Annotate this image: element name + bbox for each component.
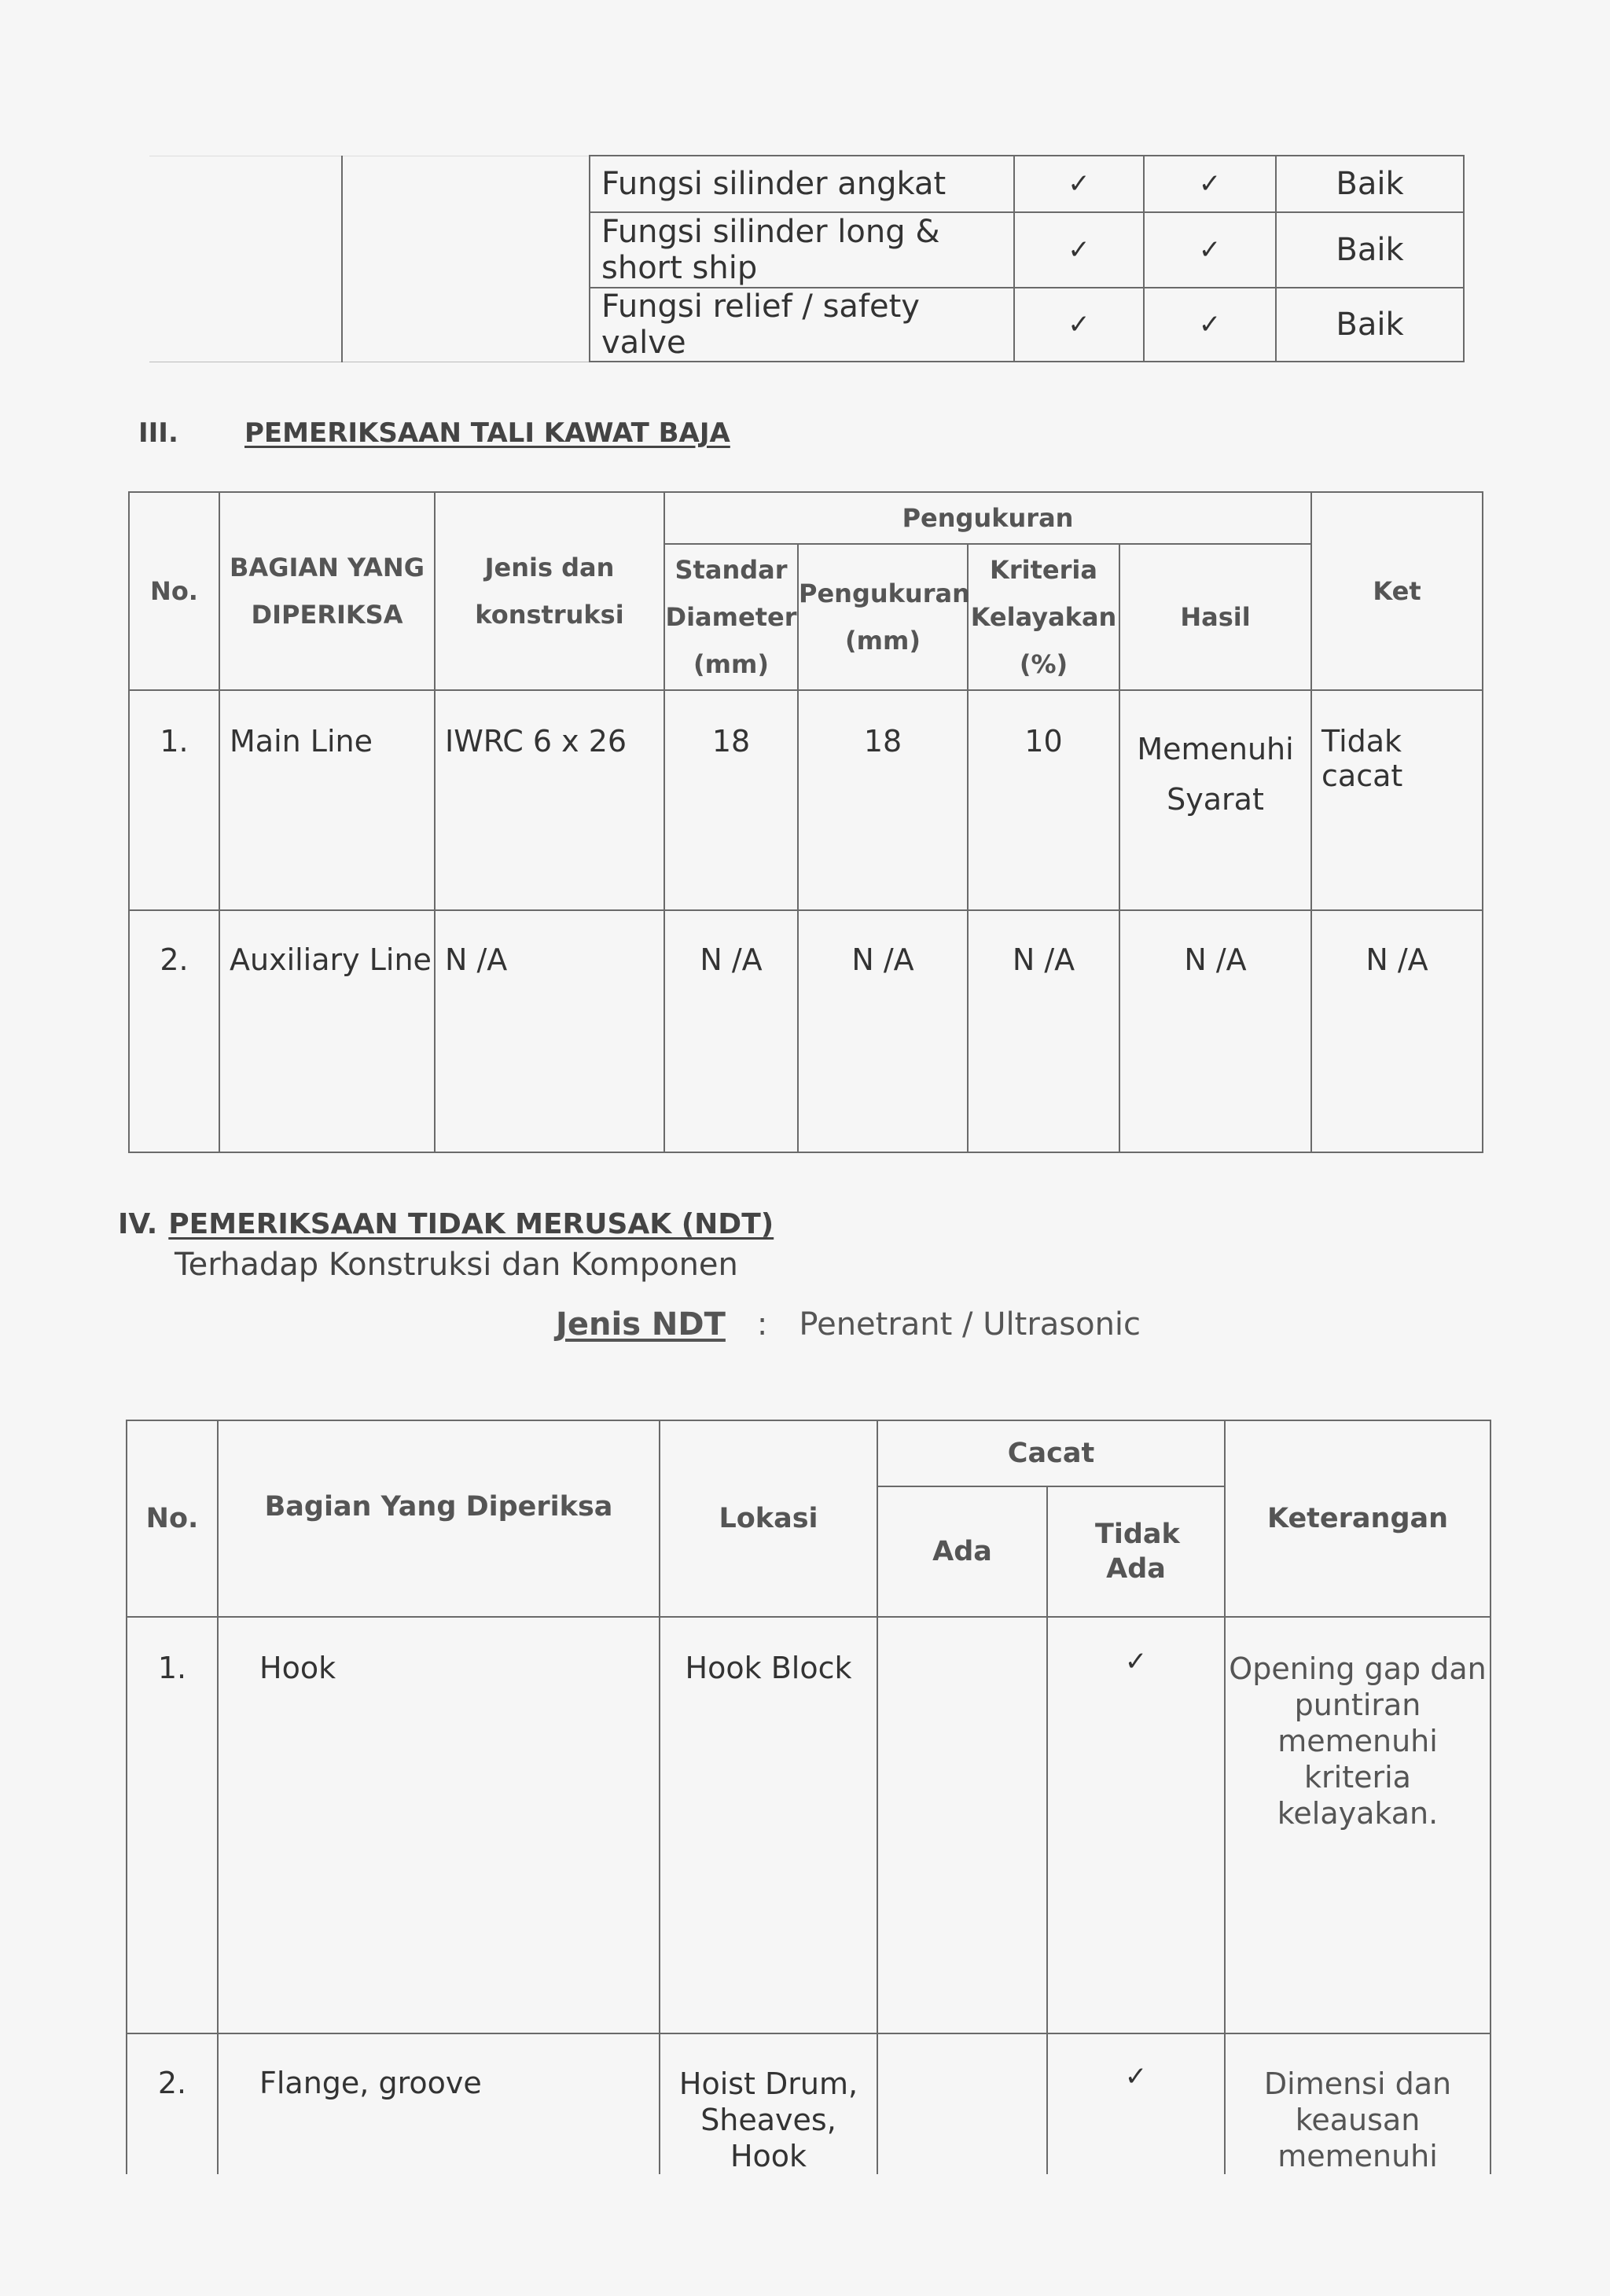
blank-cell [342, 156, 590, 362]
cell-ada [877, 2033, 1047, 2174]
check-mark: ✓ [1014, 156, 1144, 212]
header-no: No. [127, 1420, 218, 1617]
item-cell: Fungsi silinder angkat [590, 156, 1014, 212]
ndt-type-line [556, 1306, 1141, 1343]
table-row [149, 156, 1464, 212]
header-row [127, 1420, 1491, 1486]
cell-ket: N /A [1311, 910, 1483, 1152]
section-title: PEMERIKSAAN TALI KAWAT BAJA [244, 417, 730, 449]
header-bagian: BAGIAN YANG DIPERIKSA [219, 492, 435, 690]
header-jenis: Jenis dan konstruksi [435, 492, 664, 690]
header-hasil: Hasil [1119, 544, 1311, 690]
section-numeral: IV. [118, 1208, 158, 1240]
check-mark: ✓ [1047, 1617, 1225, 2033]
cell-lokasi: Hook Block [660, 1617, 877, 2033]
header-bagian: Bagian Yang Diperiksa [218, 1420, 660, 1617]
header-row [129, 492, 1483, 544]
check-mark: ✓ [1047, 2033, 1225, 2174]
cell-no: 2. [127, 2033, 218, 2174]
header-kriteria: Kriteria Kelayakan (%) [968, 544, 1119, 690]
item-cell: Fungsi silinder long & short ship [590, 212, 1014, 288]
result-cell: Baik [1276, 212, 1464, 288]
wire-rope-table [128, 491, 1483, 1153]
check-mark: ✓ [1014, 212, 1144, 288]
result-cell: Baik [1276, 156, 1464, 212]
section-subtitle: Terhadap Konstruksi dan Komponen [175, 1247, 738, 1283]
cell-bagian: Hook [218, 1617, 660, 2033]
header-standar: Standar Diameter (mm) [664, 544, 798, 690]
header-pengukuran: Pengukuran (mm) [798, 544, 968, 690]
header-ket: Ket [1311, 492, 1483, 690]
check-mark: ✓ [1144, 288, 1276, 362]
check-mark: ✓ [1014, 288, 1144, 362]
table-row [127, 2033, 1491, 2174]
function-check-table [149, 155, 1465, 362]
cell-pengukuran: N /A [798, 910, 968, 1152]
ndt-separator: : [756, 1306, 768, 1343]
item-cell: Fungsi relief / safety valve [590, 288, 1014, 362]
cell-ket: Tidak cacat [1311, 690, 1483, 910]
cell-bagian: Flange, groove [218, 2033, 660, 2174]
blank-cell [149, 156, 342, 362]
table-row [127, 1617, 1491, 2033]
cell-jenis: IWRC 6 x 26 [435, 690, 664, 910]
cell-standar: N /A [664, 910, 798, 1152]
cell-kriteria: 10 [968, 690, 1119, 910]
cell-bagian: Auxiliary Line [219, 910, 435, 1152]
table-row [129, 910, 1483, 1152]
cell-no: 1. [127, 1617, 218, 2033]
result-cell: Baik [1276, 288, 1464, 362]
table-row [129, 690, 1483, 910]
cell-bagian: Main Line [219, 690, 435, 910]
cell-lokasi: Hoist Drum, Sheaves, Hook [660, 2033, 877, 2174]
cell-hasil: N /A [1119, 910, 1311, 1152]
header-keterangan: Keterangan [1225, 1420, 1491, 1617]
ndt-table [126, 1420, 1491, 2174]
cell-hasil: Memenuhi Syarat [1119, 690, 1311, 910]
ndt-value: Penetrant / Ultrasonic [799, 1306, 1141, 1343]
cell-pengukuran: 18 [798, 690, 968, 910]
header-ada: Ada [877, 1486, 1047, 1617]
header-tidak-ada: Tidak Ada [1047, 1486, 1225, 1617]
cell-ada [877, 1617, 1047, 2033]
cell-no: 2. [129, 910, 219, 1152]
section-3-heading [138, 417, 730, 449]
header-pengukuran-group: Pengukuran [664, 492, 1311, 544]
cell-keterangan: Dimensi dan keausan memenuhi [1225, 2033, 1491, 2174]
header-cacat: Cacat [877, 1420, 1225, 1486]
section-title: PEMERIKSAAN TIDAK MERUSAK (NDT) [168, 1208, 774, 1240]
check-mark: ✓ [1144, 156, 1276, 212]
header-no: No. [129, 492, 219, 690]
section-4-heading [118, 1208, 774, 1240]
cell-kriteria: N /A [968, 910, 1119, 1152]
cell-no: 1. [129, 690, 219, 910]
header-lokasi: Lokasi [660, 1420, 877, 1617]
check-mark: ✓ [1144, 212, 1276, 288]
cell-standar: 18 [664, 690, 798, 910]
ndt-label: Jenis NDT [556, 1306, 726, 1343]
section-numeral: III. [138, 417, 178, 449]
cell-keterangan: Opening gap dan puntiran memenuhi kriteria kelayakan. [1225, 1617, 1491, 2033]
cell-jenis: N /A [435, 910, 664, 1152]
